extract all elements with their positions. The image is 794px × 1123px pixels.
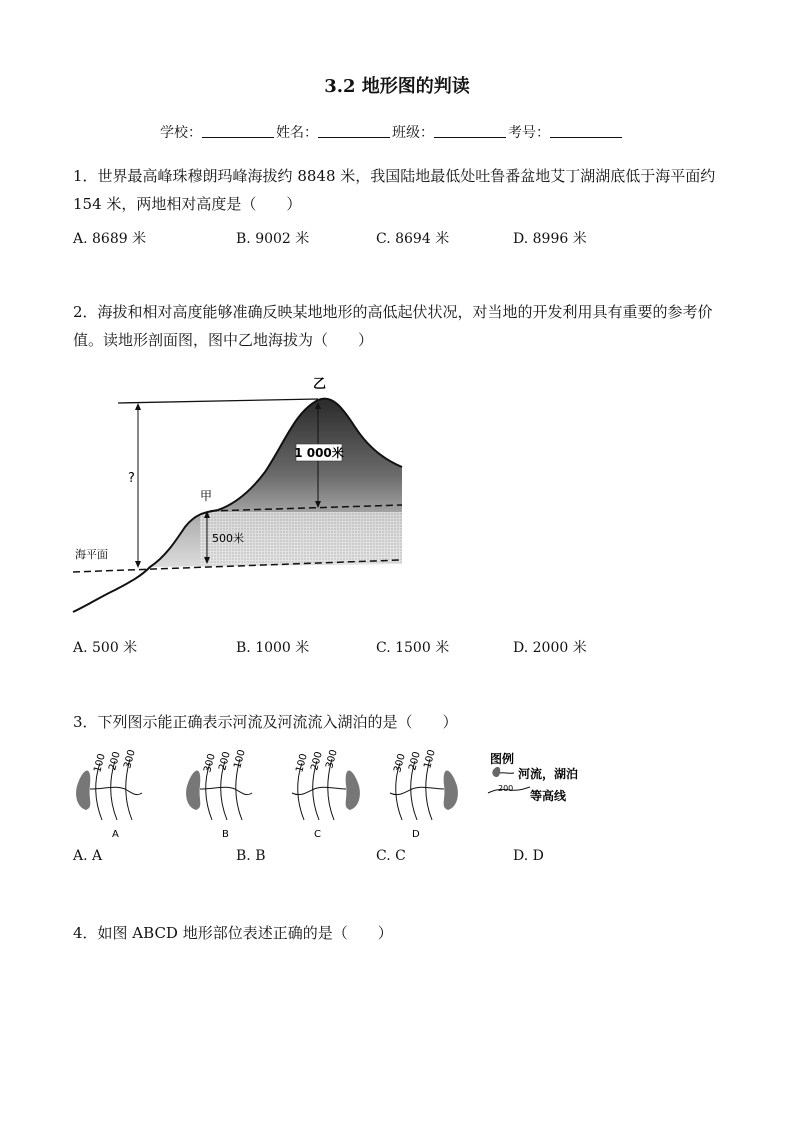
option-a[interactable]: A. 500 米 bbox=[73, 640, 138, 656]
svg-text:100: 100 bbox=[422, 748, 438, 770]
legend-contour-value: 200 bbox=[498, 784, 514, 793]
peak-label: 乙 bbox=[313, 377, 327, 392]
svg-text:200: 200 bbox=[107, 750, 123, 772]
option-d[interactable]: D. D bbox=[513, 848, 544, 864]
class-label: 班级： bbox=[392, 125, 434, 141]
svg-text:200: 200 bbox=[309, 750, 325, 772]
sea-level-label: 海平面 bbox=[75, 548, 108, 561]
option-c[interactable]: C. C bbox=[376, 848, 406, 864]
question-3-text: 3．下列图示能正确表示河流及河流流入湖泊的是（ ） bbox=[73, 713, 458, 731]
terrain-profile-figure bbox=[70, 372, 415, 617]
svg-text:100: 100 bbox=[92, 752, 108, 774]
height-500-label: 500米 bbox=[212, 532, 244, 545]
option-b[interactable]: B. 9002 米 bbox=[236, 231, 310, 247]
class-field[interactable] bbox=[434, 122, 506, 138]
panel-a-letter: A bbox=[112, 829, 119, 840]
figure-legend bbox=[488, 751, 578, 803]
option-b[interactable]: B. B bbox=[236, 848, 266, 864]
point-jia-label: 甲 bbox=[200, 489, 213, 503]
student-info-fields bbox=[160, 122, 624, 142]
question-2-text: 2．海拔和相对高度能够准确反映某地地形的高低起伏状况，对当地的开发利用具有重要的参考价值。读地形剖面图，图中乙地海拔为（ ） bbox=[73, 303, 713, 349]
legend-contour: 等高线 bbox=[530, 789, 567, 803]
school-label: 学校： bbox=[160, 125, 202, 141]
exam-number-field[interactable] bbox=[550, 122, 622, 138]
panel-b bbox=[186, 748, 252, 840]
panel-d bbox=[390, 748, 458, 840]
peak-reference-line bbox=[118, 399, 318, 403]
legend-lake-icon bbox=[492, 767, 500, 777]
school-field[interactable] bbox=[202, 122, 274, 138]
svg-text:200: 200 bbox=[407, 750, 423, 772]
svg-text:300: 300 bbox=[324, 748, 340, 770]
total-height-arrow-top bbox=[135, 403, 141, 410]
panel-a bbox=[76, 748, 142, 840]
name-field[interactable] bbox=[318, 122, 390, 138]
unknown-height-label: ? bbox=[128, 471, 135, 486]
question-1-text: 1．世界最高峰珠穆朗玛峰海拔约 8848 米，我国陆地最低处吐鲁番盆地艾丁湖湖底低于海平面约 154 米，两地相对高度是（ ） bbox=[73, 167, 716, 213]
svg-text:100: 100 bbox=[294, 752, 310, 774]
exam-number-label: 考号： bbox=[508, 125, 550, 141]
question-4-text: 4．如图 ABCD 地形部位表述正确的是（ ） bbox=[73, 924, 393, 942]
name-label: 姓名： bbox=[276, 125, 318, 141]
panel-d-letter: D bbox=[412, 829, 420, 840]
svg-text:100: 100 bbox=[232, 748, 248, 770]
page-title: 3.2 地形图的判读 bbox=[324, 76, 470, 97]
river-contour-figure bbox=[70, 745, 630, 845]
option-d[interactable]: D. 8996 米 bbox=[513, 231, 587, 247]
panel-c bbox=[292, 748, 360, 840]
svg-text:300: 300 bbox=[122, 748, 138, 770]
option-a[interactable]: A. 8689 米 bbox=[73, 231, 147, 247]
option-a[interactable]: A. A bbox=[73, 848, 103, 864]
panel-b-letter: B bbox=[222, 829, 229, 840]
option-d[interactable]: D. 2000 米 bbox=[513, 640, 587, 656]
option-c[interactable]: C. 1500 米 bbox=[376, 640, 450, 656]
total-height-arrow-bottom bbox=[135, 561, 141, 568]
svg-text:200: 200 bbox=[217, 750, 233, 772]
svg-text:300: 300 bbox=[202, 752, 218, 774]
legend-river-icon bbox=[500, 773, 514, 774]
legend-river-lake: 河流，湖泊 bbox=[518, 767, 579, 781]
legend-title: 图例 bbox=[490, 752, 515, 766]
option-b[interactable]: B. 1000 米 bbox=[236, 640, 310, 656]
option-c[interactable]: C. 8694 米 bbox=[376, 231, 450, 247]
height-1000-label: 1 000米 bbox=[294, 446, 344, 460]
panel-c-letter: C bbox=[314, 829, 321, 840]
svg-text:300: 300 bbox=[392, 752, 408, 774]
